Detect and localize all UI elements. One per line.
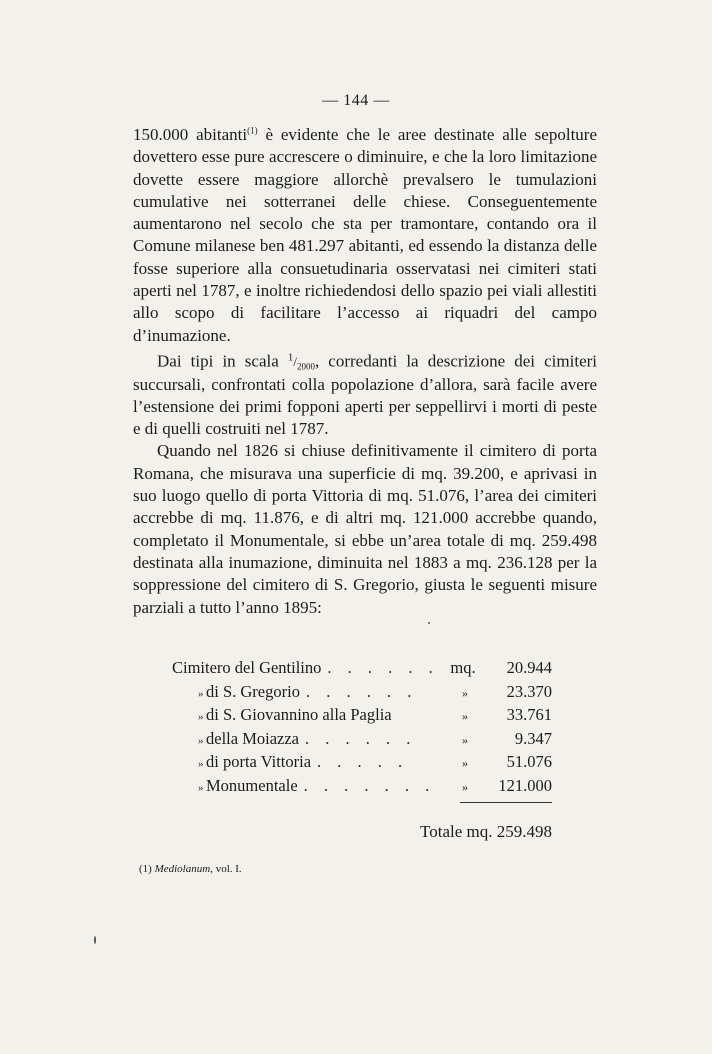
footnote-rest: , vol. I. bbox=[210, 863, 242, 875]
paragraph-2 bbox=[133, 347, 597, 441]
footnote bbox=[139, 863, 242, 875]
ditto-mark: » bbox=[198, 711, 204, 723]
footnote-marker: (1) bbox=[139, 863, 152, 875]
ditto-mark: » bbox=[198, 734, 204, 747]
table-row bbox=[172, 729, 552, 753]
ditto-mark: » bbox=[198, 758, 204, 770]
row-unit: » bbox=[462, 685, 468, 700]
ditto-mark: » bbox=[198, 687, 204, 700]
row-label: di S. Giovannino alla Paglia bbox=[206, 705, 392, 724]
row-label: di porta Vittoria bbox=[206, 752, 312, 771]
row-amount: 51.076 bbox=[506, 752, 552, 771]
leader-dots: . . . . . . bbox=[327, 658, 439, 677]
table-row bbox=[172, 658, 552, 682]
paragraph-1-text-a: 150.000 abitanti bbox=[133, 125, 248, 144]
row-amount: 33.761 bbox=[506, 705, 552, 724]
paragraph-2-text-a: Dai tipi in scala bbox=[157, 351, 288, 371]
leader-dots: . . . . . bbox=[317, 752, 409, 771]
table-row bbox=[172, 776, 552, 800]
scale-denominator: 2000 bbox=[296, 361, 315, 372]
row-unit: » bbox=[462, 779, 468, 794]
sum-rule bbox=[460, 802, 552, 803]
row-label: Monumentale bbox=[206, 775, 298, 795]
table-row bbox=[172, 752, 552, 776]
leader-dots: . . . . . . bbox=[305, 681, 418, 701]
leader-dots: . . . . . . bbox=[305, 728, 417, 748]
table-row bbox=[172, 682, 552, 706]
paragraph-1 bbox=[133, 124, 597, 347]
table-row bbox=[172, 705, 552, 729]
row-label: della Moiazza bbox=[206, 728, 299, 748]
paragraph-1-text-b: è evidente che le aree destinate alle sepolture dovettero esse pure accrescere o diminuire, e che la loro limitazione dovette essere maggiore allorchè prevalsero le tumulazioni cumulative nei sotterranei delle chiese. Conseguentemente aumentarono nel secolo che sta per tramontare, contando ora il Comune milanese ben 481.297 abitanti, ed essendo la distanza delle fosse superiore alla consuetudinaria osservatasi nei cimiteri stati aperti nel 1787, e inoltre richiedendosi dello spazio pei viali allestiti allo scopo di facilitare l’accesso ai riquadri del campo d’inumazione. bbox=[133, 125, 597, 345]
row-unit: mq. bbox=[450, 658, 476, 677]
paragraph-3: Quando nel 1826 si chiuse definitivamente il cimitero di porta Romana, che misurava una superficie di mq. 39.200, e aprivasi in suo luogo quello di porta Vittoria di mq. 51.076, l’area dei cimiteri accrebbe di mq. 11.876, e di altri mq. 121.000 accrebbe quando, completato il Monumentale, si ebbe un’area totale di mq. 259.498 destinata alla inumazione, diminuita nel 1883 a mq. 236.128 per la soppressione del cimitero di S. Gregorio, giusta le seguenti misure parziali a tutto l’anno 1895: bbox=[133, 441, 597, 617]
scale-fraction: $^1/_{2000}$ bbox=[287, 351, 315, 372]
cemetery-area-table bbox=[172, 658, 552, 799]
row-amount: 9.347 bbox=[514, 728, 552, 748]
ink-speck bbox=[428, 622, 430, 624]
body-text bbox=[133, 124, 597, 619]
footnote-reference[interactable]: (1) bbox=[247, 125, 258, 136]
row-label: di S. Gregorio bbox=[206, 681, 300, 701]
table-total: Totale mq. 259.498 bbox=[420, 822, 552, 841]
ditto-mark: » bbox=[198, 781, 204, 794]
row-label: Cimitero del Gentilino bbox=[172, 658, 322, 677]
paragraph-2-text-b: , corredanti la descrizione dei cimiteri succursali, confrontati colla popolazione d’allora, sarà facile avere l’estensione dei primi fopponi aperti per seppellirvi i morti di peste e di quelli costruiti nel 1787. bbox=[133, 351, 597, 439]
footnote-title: Mediolanum bbox=[154, 863, 211, 875]
row-amount: 20.944 bbox=[506, 658, 552, 677]
page-number: — 144 — bbox=[322, 92, 390, 109]
row-unit: » bbox=[462, 709, 468, 723]
row-unit: » bbox=[462, 732, 468, 747]
row-amount: 121.000 bbox=[498, 775, 552, 795]
leader-dots: . . . . . . . bbox=[303, 775, 436, 795]
ink-speck bbox=[94, 936, 96, 944]
scale-numerator: 1 bbox=[287, 351, 294, 364]
row-unit: » bbox=[462, 756, 468, 770]
row-amount: 23.370 bbox=[506, 681, 552, 701]
